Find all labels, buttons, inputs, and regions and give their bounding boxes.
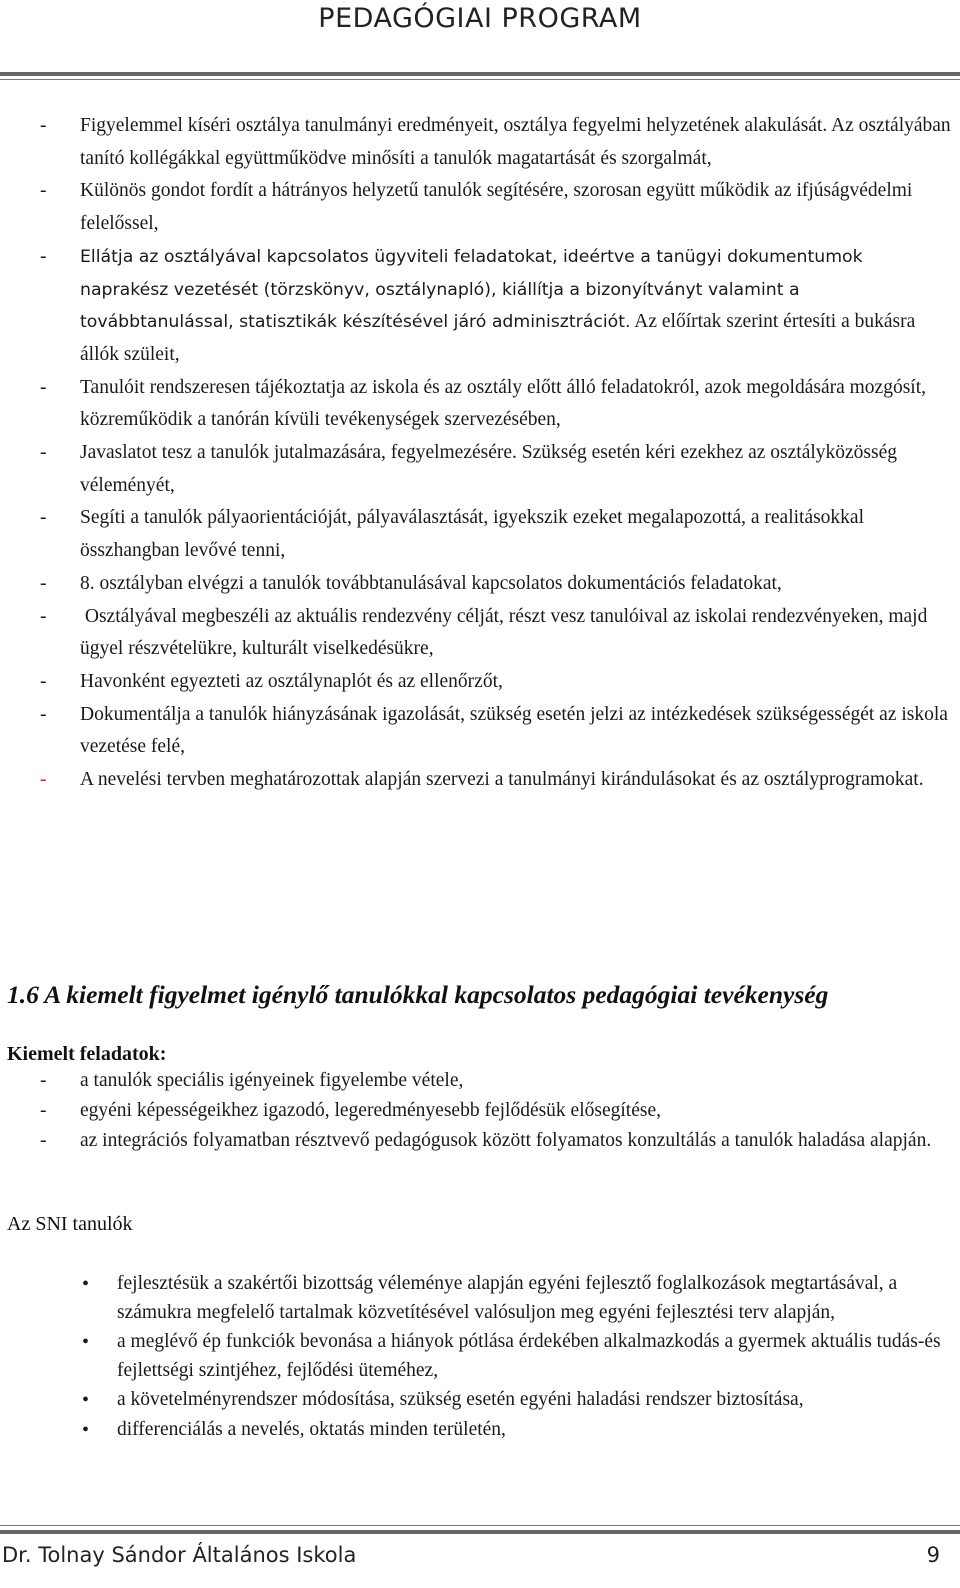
list-dash: - [40,442,47,464]
list-item [0,175,954,240]
bullet-icon: • [82,1331,90,1354]
list-item-text: Figyelemmel kíséri osztálya tanulmányi eredményeit, osztálya fegyelmi helyzetének alakulását. Az osztályában tanító kollégákkal együttműködve minősíti a tanulók magatartását és szorgalmát, [80,115,951,169]
list-dash: - [40,507,47,529]
section-title: 1.6 A kiemelt figyelmet igénylő tanulókkal kapcsolatos pedagógiai tevékenység [7,980,829,1009]
list-item-text: Különös gondot fordít a hátrányos helyzetű tanulók segítésére, szorosan együtt működik az ifjúságvédelmi felelőssel, [80,180,913,235]
sni-heading: Az SNI tanulók [7,1213,133,1235]
list-dash: - [40,1100,47,1121]
list-item [0,372,954,437]
list-dash: - [40,572,47,594]
sni-list [0,1270,954,1446]
list-dash: - [40,703,47,725]
kiemelt-list [0,1066,954,1156]
list-item [0,241,954,372]
bullet-item-text: differenciálás a nevelés, oktatás minden területén, [117,1418,506,1440]
list-dash: - [40,115,47,136]
list-item [0,1066,954,1096]
bullet-icon: • [82,1389,90,1412]
bullet-item [0,1328,954,1385]
list-dash: - [40,180,47,202]
list-dash: - [40,670,47,692]
list-item-text: a tanulók speciális igényeinek figyelembe vétele, [80,1070,464,1091]
list-item-text: A nevelési tervben meghatározottak alapján szervezi a tanulmányi kirándulásokat és az osztályprogramokat. [80,769,924,791]
footer-school-name: Dr. Tolnay Sándor Általános Iskola [2,1543,357,1567]
footer-rule-thin [0,1525,960,1526]
bullet-item-text: a követelményrendszer módosítása, szükség esetén egyéni haladási rendszer biztosítása, [117,1389,804,1411]
header-rule-thin [0,79,960,80]
list-item-text: Segíti a tanulók pályaorientációját, pályaválasztását, igyekszik ezeket megalapozottá, a realitásokkal összhangban levővé tenni, [80,507,865,562]
list-item [0,437,954,502]
header-rule [0,72,960,76]
page-header-title: PEDAGÓGIAI PROGRAM [318,3,642,34]
bullet-item [0,1270,954,1327]
list-dash: - [40,376,47,398]
list-item-text: Ellátja az osztályával kapcsolatos ügyviteli feladatokat, ideértve a tanügyi dokumentumok naprakész vezetését (törzskönyv, osztálynapló), kiállítja a bizonyítványt valamint a továbbtanulással, statisztikák készítésével járó adminisztrációt. [80,246,863,333]
list-item-text: Osztályával megbeszéli az aktuális rendezvény célját, részt vesz tanulóival az iskolai rendezvényeken, majd ügyel részvételükre, kulturált viselkedésükre, [80,605,933,660]
kiemelt-heading: Kiemelt feladatok: [7,1043,167,1065]
page-header [0,0,960,44]
task-list [0,110,954,797]
list-item [0,502,954,567]
list-item [0,110,954,175]
list-item [0,699,954,764]
list-item [0,568,954,601]
list-item-text: az integrációs folyamatban résztvevő pedagógusok között folyamatos konzultálás a tanulók haladása alapján. [80,1130,932,1151]
list-item-text: 8. osztályban elvégzi a tanulók továbbtanulásával kapcsolatos dokumentációs feladatokat, [80,572,782,594]
bullet-item [0,1416,954,1445]
list-item-text: Dokumentálja a tanulók hiányzásának igazolását, szükség esetén jelzi az intézkedések szükségességét az iskola vezetése felé, [80,703,948,758]
bullet-icon: • [82,1418,90,1441]
list-item-text: Havonként egyezteti az osztálynaplót és az ellenőrzőt, [80,670,503,692]
footer-rule [0,1530,960,1534]
bullet-item-text: fejlesztésük a szakértői bizottság véleménye alapján egyéni fejlesztő foglalkozások megtartásával, a számukra megfelelő tartalmak közvetítésével valósuljon meg egyéni fejlesztési terv alapján, [117,1273,898,1323]
list-dash: - [40,245,47,267]
list-item-text: Tanulóit rendszeresen tájékoztatja az iskola és az osztály előtt álló feladatokról, azok megoldására mozgósít, közreműködik a tanórán kívüli tevékenységek szervezésében, [80,376,927,431]
bullet-item [0,1386,954,1415]
list-item [0,666,954,699]
list-dash: - [40,605,47,627]
list-item [0,1096,954,1126]
list-dash: - [40,1070,47,1091]
footer-page-number: 9 [926,1543,940,1567]
list-dash: - [40,1130,47,1151]
list-item-text: Javaslatot tesz a tanulók jutalmazására, fegyelmezésére. Szükség esetén kéri ezekhez az osztályközösség véleményét, [80,442,898,496]
list-item [0,764,954,797]
bullet-icon: • [82,1273,90,1295]
list-item-text: egyéni képességeikhez igazodó, legeredményesebb fejlődésük elősegítése, [80,1100,661,1121]
bullet-item-text: a meglévő ép funkciók bevonása a hiányok pótlása érdekében alkalmazkodás a gyermek aktuális tudás-és fejlettségi szintjéhez, fejlődési üteméhez, [117,1331,941,1381]
list-item [0,1126,954,1156]
list-item-text-tail: Az előírtak szerint értesíti a bukásra állók szüleit, [80,311,916,365]
list-item [0,601,954,666]
list-dash-red: - [40,769,47,791]
